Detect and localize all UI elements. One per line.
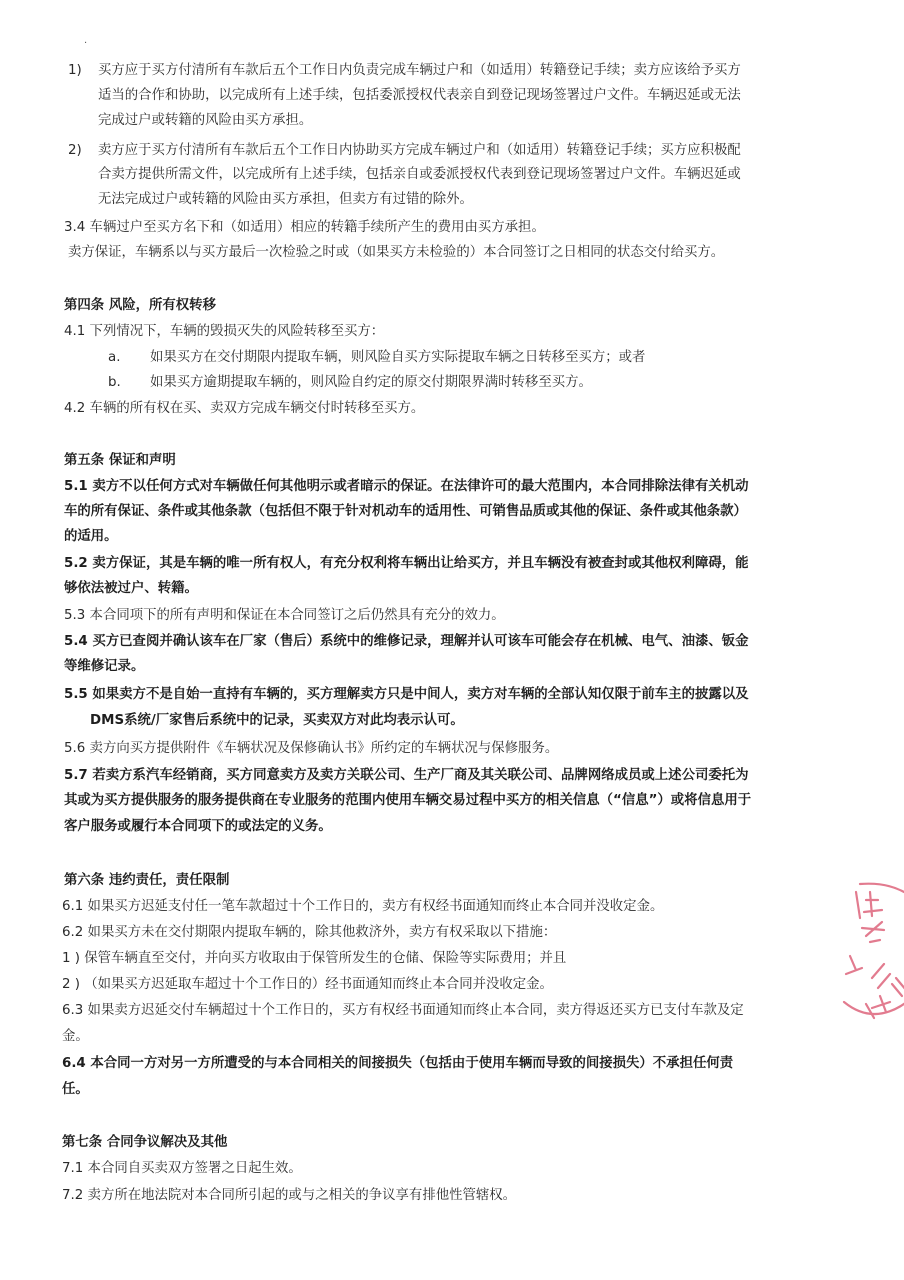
scan-mark: · xyxy=(84,38,88,49)
clause-5-5-line-2: DMS系统/厂家售后系统中的记录，买卖双方对此均表示认可。 xyxy=(90,713,464,728)
clause-5-4-line-2: 等维修记录。 xyxy=(64,659,145,674)
clause-5-7-line-1: 5.7 若卖方系汽车经销商，买方同意卖方及卖方关联公司、生产厂商及其关联公司、品牌网络成员或上述公司委托为 xyxy=(64,768,749,783)
section-4-title: 第四条 风险，所有权转移 xyxy=(64,298,216,313)
clause-3-3-1-number: 1) xyxy=(68,63,82,78)
clause-4-1-a: 如果买方在交付期限内提取车辆，则风险自买方实际提取车辆之日转移至买方；或者 xyxy=(150,350,646,365)
clause-4-1: 4.1 下列情况下，车辆的毁损灭失的风险转移至买方： xyxy=(64,324,385,339)
clause-6-1: 6.1 如果买方迟延支付任一笔车款超过十个工作日的，卖方有权经书面通知而终止本合同并没收定金。 xyxy=(62,899,664,914)
clause-6-4-line-2: 任。 xyxy=(62,1082,89,1097)
clause-4-1-b-number: b. xyxy=(108,375,121,390)
clause-4-2: 4.2 车辆的所有权在买、卖双方完成车辆交付时转移至买方。 xyxy=(64,401,425,416)
clause-6-2: 6.2 如果买方未在交付期限内提取车辆的，除其他救济外，卖方有权采取以下措施： xyxy=(62,925,557,940)
section-7-title: 第七条 合同争议解决及其他 xyxy=(62,1135,228,1150)
clause-7-2: 7.2 卖方所在地法院对本合同所引起的或与之相关的争议享有排他性管辖权。 xyxy=(62,1188,517,1203)
clause-7-1: 7.1 本合同自买卖双方签署之日起生效。 xyxy=(62,1161,302,1176)
clause-5-3: 5.3 本合同项下的所有声明和保证在本合同签订之后仍然具有充分的效力。 xyxy=(64,608,505,623)
clause-5-2-line-1: 5.2 卖方保证，其是车辆的唯一所有权人，有充分权利将车辆出让给买方，并且车辆没有被查封或其他权利障碍，能 xyxy=(64,556,749,571)
clause-5-2-line-2: 够依法被过户、转籍。 xyxy=(64,581,198,596)
clause-3-3-2-number: 2) xyxy=(68,143,82,158)
clause-5-6: 5.6 卖方向买方提供附件《车辆状况及保修确认书》所约定的车辆状况与保修服务。 xyxy=(64,741,559,756)
clause-3-4: 3.4 车辆过户至买方名下和（如适用）相应的转籍手续所产生的费用由买方承担。 xyxy=(64,220,545,235)
clause-6-3-line-1: 6.3 如果卖方迟延交付车辆超过十个工作日的，买方有权经书面通知而终止本合同，卖方得返还买方已支付车款及定 xyxy=(62,1003,744,1018)
section-6-title: 第六条 违约责任，责任限制 xyxy=(64,873,230,888)
clause-3-3-2-line-3: 无法完成过户或转籍的风险由买方承担，但卖方有过错的除外。 xyxy=(98,192,473,207)
clause-3-3-2-line-2: 合卖方提供所需文件，以完成所有上述手续，包括亲自或委派授权代表到登记现场签署过户文件。车辆迟延或 xyxy=(98,167,741,182)
section-5-title: 第五条 保证和声明 xyxy=(64,453,176,468)
clause-6-2-measure-1: 1 ) 保管车辆直至交付，并向买方收取由于保管所发生的仓储、保险等实际费用；并且 xyxy=(62,951,567,966)
clause-6-4-line-1: 6.4 本合同一方对另一方所遭受的与本合同相关的间接损失（包括由于使用车辆而导致的间接损失）不承担任何责 xyxy=(62,1056,734,1071)
clause-5-1-line-2: 车的所有保证、条件或其他条款（包括但不限于针对机动车的适用性、可销售品质或其他的保证、条件或其他条款） xyxy=(64,504,747,519)
clause-4-1-a-number: a. xyxy=(108,350,121,365)
clause-5-1-line-3: 的适用。 xyxy=(64,529,118,544)
partial-seal-stamp xyxy=(826,878,904,1058)
seller-warranty: 卖方保证，车辆系以与买方最后一次检验之时或（如果买方未检验的）本合同签订之日相同的状态交付给买方。 xyxy=(68,245,725,260)
clause-3-3-1-line-3: 完成过户或转籍的风险由买方承担。 xyxy=(98,113,313,128)
clause-5-7-line-3: 客户服务或履行本合同项下的或法定的义务。 xyxy=(64,819,332,834)
clause-6-2-measure-2: 2 ) （如果买方迟延取车超过十个工作日的）经书面通知而终止本合同并没收定金。 xyxy=(62,977,553,992)
clause-3-3-1-line-2: 适当的合作和协助，以完成所有上述手续，包括委派授权代表亲自到登记现场签署过户文件。车辆迟延或无法 xyxy=(98,88,741,103)
clause-3-3-2-line-1: 卖方应于买方付清所有车款后五个工作日内协助买方完成车辆过户和（如适用）转籍登记手续；买方应积极配 xyxy=(98,143,741,158)
clause-5-4-line-1: 5.4 买方已查阅并确认该车在厂家（售后）系统中的维修记录，理解并认可该车可能会存在机械、电气、油漆、钣金 xyxy=(64,634,749,649)
clause-5-5-line-1: 5.5 如果卖方不是自始一直持有车辆的，买方理解卖方只是中间人，卖方对车辆的全部认知仅限于前车主的披露以及 xyxy=(64,687,749,702)
clause-5-1-line-1: 5.1 卖方不以任何方式对车辆做任何其他明示或者暗示的保证。在法律许可的最大范围内，本合同排除法律有关机动 xyxy=(64,479,749,494)
clause-4-1-b: 如果买方逾期提取车辆的，则风险自约定的原交付期限界满时转移至买方。 xyxy=(150,375,592,390)
clause-6-3-line-2: 金。 xyxy=(62,1029,89,1044)
clause-5-7-line-2: 其或为买方提供服务的服务提供商在专业服务的范围内使用车辆交易过程中买方的相关信息（“信息”）或将信息用于 xyxy=(64,793,752,808)
clause-3-3-1-line-1: 买方应于买方付清所有车款后五个工作日内负责完成车辆过户和（如适用）转籍登记手续；卖方应该给予买方 xyxy=(98,63,741,78)
